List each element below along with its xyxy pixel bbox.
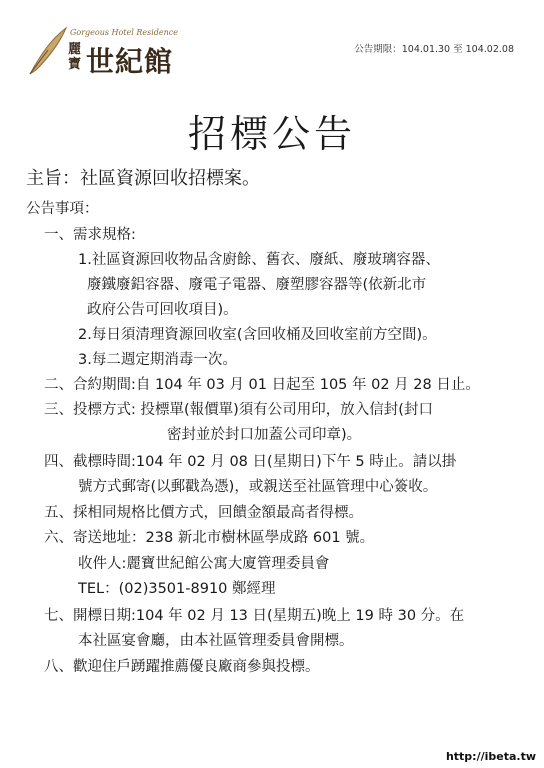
item-7-opening-date: 七、開標日期:104 年 02 月 13 日(星期五)晚上 19 時 30 分。在 — [44, 608, 465, 624]
item-6-phone: TEL：(02)3501-8910 鄭經理 — [78, 581, 276, 597]
notice-period: 公告期限：104.01.30 至 104.02.08 — [354, 44, 514, 55]
item-1-spec-2: 2.每日須清理資源回收室(含回收桶及回收室前方空間)。 — [78, 327, 437, 343]
item-2-contract-period: 二、合約期間:自 104 年 03 月 01 日起至 105 年 02 月 28 日止。 — [44, 377, 480, 393]
item-1-spec-3: 3.每二週定期消毒一次。 — [78, 352, 237, 368]
item-1-spec-1: 1.社區資源回收物品含廚餘、舊衣、廢紙、廢玻璃容器、 — [78, 252, 440, 268]
item-7-opening-date-cont: 本社區宴會廳，由本社區管理委員會開標。 — [78, 633, 354, 649]
item-4-deadline-cont: 號方式郵寄(以郵戳為憑)，或親送至社區管理中心簽收。 — [78, 479, 438, 495]
logo-main-text: 世紀館 — [86, 45, 174, 78]
page-title: 招標公告 — [187, 112, 356, 156]
logo-script-text: Gorgeous Hotel Residence — [70, 28, 178, 37]
item-8-invitation: 八、歡迎住戶踴躍推薦優良廠商參與投標。 — [44, 659, 320, 675]
item-6-address: 六、寄送地址：238 新北市樹林區學成路 601 號。 — [44, 530, 375, 546]
item-3-bid-method: 三、投標方式: 投標單(報價單)須有公司用印，放入信封(封口 — [44, 402, 433, 418]
logo-small-text: 麗寶 — [68, 42, 82, 72]
item-1-spec-1-cont: 政府公告可回收項目)。 — [87, 302, 238, 318]
logo — [26, 22, 176, 82]
item-4-deadline: 四、截標時間:104 年 02 月 08 日(星期日)下午 5 時止。請以掛 — [44, 454, 457, 470]
item-1-spec-1-cont: 廢鐵廢鋁容器、廢電子電器、廢塑膠容器等(依新北市 — [87, 277, 427, 293]
item-6-recipient: 收件人:麗寶世紀館公寓大廈管理委員會 — [78, 556, 330, 572]
quill-pen-icon — [26, 26, 68, 78]
item-1-heading: 一、需求規格: — [44, 227, 136, 243]
subject-line: 主旨：社區資源回收招標案。 — [26, 168, 260, 189]
items-heading: 公告事項： — [26, 201, 99, 217]
item-3-bid-method-cont: 密封並於封口加蓋公司印章)。 — [167, 427, 362, 443]
watermark-url: http://ibeta.tw — [445, 750, 536, 763]
item-5-comparison: 五、採相同規格比價方式，回饋金額最高者得標。 — [44, 505, 363, 521]
